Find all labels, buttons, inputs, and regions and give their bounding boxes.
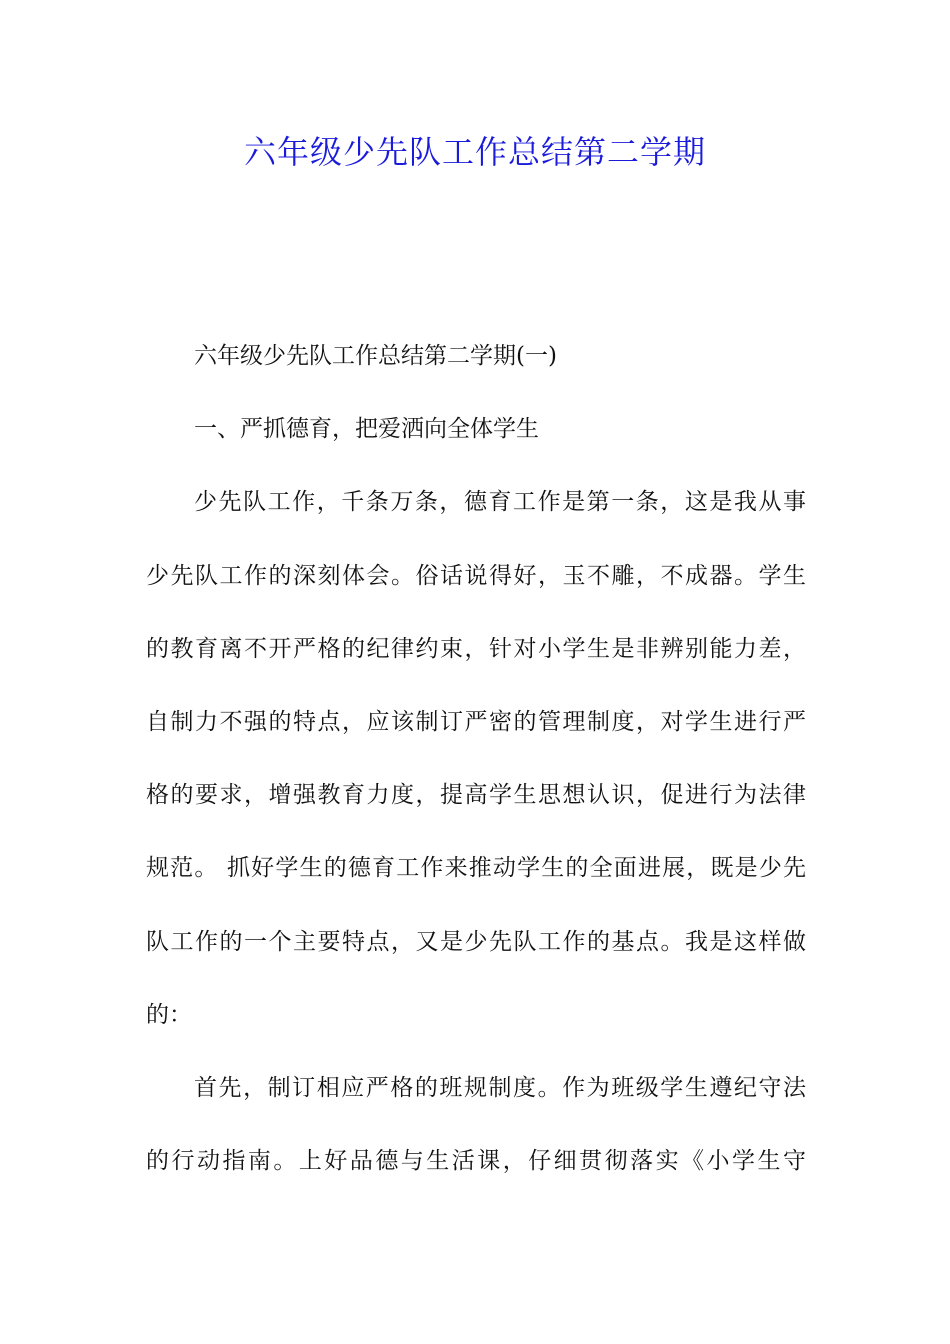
paragraph-line [146,1143,806,1216]
body-text-line: 自制力不强的特点，应该制订严密的管理制度，对学生进行严 [146,708,806,735]
body-text-line: 少先队工作的深刻体会。俗话说得好，玉不雕，不成器。学生 [146,562,806,589]
paragraph-line [146,484,806,557]
body-text-line: 少先队工作，千条万条，德育工作是第一条，这是我从事 [194,489,806,516]
paragraph-line [146,338,806,411]
paragraph-line [146,924,806,997]
paragraph-line [146,777,806,850]
body-text-line: 的： [146,1001,192,1028]
body-text-line: 格的要求，增强教育力度，提高学生思想认识，促进行为法律 [146,782,806,809]
document-title: 六年级少先队工作总结第二学期 [243,133,706,171]
paragraph-line [146,850,806,923]
body-text-line: 的教育离不开严格的纪律约束，针对小学生是非辨别能力差， [146,635,806,662]
subtitle-text: 六年级少先队工作总结第二学期(一) [194,343,557,369]
paragraph-line [146,997,806,1070]
document-body [146,338,806,1216]
paragraph-line [146,631,806,704]
paragraph-line [146,1070,806,1143]
section-heading: 一、严抓德育，把爱洒向全体学生 [194,416,539,443]
body-text-line: 首先，制订相应严格的班规制度。作为班级学生遵纪守法 [194,1074,806,1101]
body-text-line: 队工作的一个主要特点，又是少先队工作的基点。我是这样做 [146,928,806,955]
paragraph-line [146,411,806,484]
body-text-line: 规范。 抓好学生的德育工作来推动学生的全面进展，既是少先 [146,855,806,882]
paragraph-line [146,558,806,631]
paragraph-line [146,704,806,777]
body-text-line: 的行动指南。上好品德与生活课，仔细贯彻落实《小学生守 [146,1148,806,1175]
